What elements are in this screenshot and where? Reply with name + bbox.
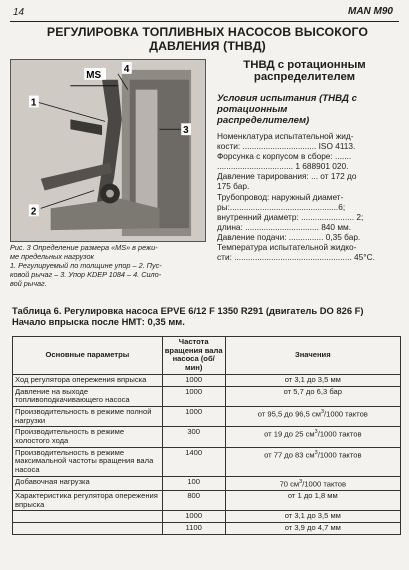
table-body xyxy=(13,374,401,534)
table-title-line: Начало впрыска после НМТ: 0,35 мм. xyxy=(12,316,185,328)
value-text: от 1 до 1,8 мм xyxy=(287,491,338,501)
param-cell: Давление на выходе топливоподкачивающего насоса xyxy=(13,386,163,406)
param-cell xyxy=(13,511,163,523)
param-cell: Производительность в режиме холостого хода xyxy=(13,427,163,447)
param-cell: Производительность в режиме максимальной частоты вращения вала насоса xyxy=(13,447,163,476)
value-cell xyxy=(225,491,400,511)
value-unit-exponent: 3 xyxy=(314,449,318,456)
text-line: Давление тарирования: ... от 172 до xyxy=(217,171,357,182)
value-cell xyxy=(225,476,400,490)
value-unit-text: /1000 тактов xyxy=(302,479,347,489)
speed-cell: 100 xyxy=(162,476,225,490)
header-rule xyxy=(10,21,399,22)
speed-cell: 1000 xyxy=(162,386,225,406)
table-row xyxy=(13,374,401,386)
test-conditions-text xyxy=(209,131,400,262)
table-title xyxy=(12,305,402,327)
value-text: от 5,7 до 6,3 бар xyxy=(283,386,342,396)
section-title-line-1: РЕГУЛИРОВКА ТОПЛИВНЫХ НАСОСОВ ВЫСОКОГО xyxy=(46,25,369,39)
figure-label-1: 1 xyxy=(30,97,37,109)
speed-cell: 1400 xyxy=(162,447,225,476)
figure-label-4: 4 xyxy=(123,63,130,75)
speed-cell: 1000 xyxy=(162,406,225,426)
value-cell xyxy=(225,427,400,447)
section-title xyxy=(18,26,397,53)
value-cell xyxy=(225,511,400,523)
table-header-row xyxy=(13,337,401,375)
caption-line: Рис. 3 Определение размера «MS» в режи- xyxy=(10,243,158,252)
caption-line: ковой рычаг – 3. Упор KDEP 1084 – 4. Сило- xyxy=(10,270,162,279)
table-title-line: Таблица 6. Регулировка насоса EPVE 6/12 F 1350 R291 (двигатель DO 826 F) xyxy=(12,305,364,316)
pump-adjustment-table xyxy=(12,336,401,535)
value-unit-text: /1000 тактов xyxy=(324,409,368,419)
subheading-line: ротационным xyxy=(217,104,288,115)
speed-cell: 1100 xyxy=(162,523,225,535)
text-line: сти: ................................................... 45°С. xyxy=(217,252,375,263)
value-text: от 3,1 до 3,5 мм xyxy=(284,511,341,521)
figure-label-2: 2 xyxy=(30,206,37,218)
table-row xyxy=(13,511,401,523)
column-header-parameters: Основные параметры xyxy=(13,337,163,375)
speed-cell: 800 xyxy=(162,491,225,511)
value-cell xyxy=(225,374,400,386)
pump-figure-drawing xyxy=(11,60,205,241)
text-line: Температура испытательной жидко- xyxy=(217,242,357,253)
table-row xyxy=(13,476,401,490)
value-unit-text: /1000 тактов xyxy=(317,429,362,439)
value-cell xyxy=(225,523,400,535)
caption-line: вой рычаг. xyxy=(10,279,47,288)
param-cell: Производительность в режиме полной нагрузки xyxy=(13,406,163,426)
text-line: внутренний диаметр: ....................... 2; xyxy=(217,211,364,222)
page-number: 14 xyxy=(13,7,25,18)
speed-cell: 1000 xyxy=(162,511,225,523)
column-header-speed: Частота вращения вала насоса (об/мин) xyxy=(162,337,225,375)
pump-figure-photo xyxy=(10,59,206,242)
value-cell xyxy=(225,386,400,406)
caption-line: ме предельных нагрузок xyxy=(10,252,94,261)
param-cell: Ход регулятора опережения впрыска xyxy=(13,374,163,386)
speed-cell: 1000 xyxy=(162,374,225,386)
table-row xyxy=(13,406,401,426)
figure-label-3: 3 xyxy=(183,125,189,137)
param-cell: Добавочная нагрузка xyxy=(13,476,163,490)
value-unit-text: /1000 тактов xyxy=(317,450,362,460)
value-unit-exponent: 3 xyxy=(314,429,318,436)
text-line: Форсунка с корпусом в сборе: ....... xyxy=(217,151,352,162)
value-text: от 77 до 83 см xyxy=(264,450,315,460)
test-conditions-subheading xyxy=(209,93,400,126)
text-line: Давление подачи: ............... 0,35 бар. xyxy=(217,231,361,242)
tnvd-section xyxy=(209,59,400,262)
figure-label-ms: MS xyxy=(86,69,102,81)
tnvd-heading-line: ТНВД с ротационным xyxy=(243,59,366,71)
text-line: Номенклатура испытательной жид- xyxy=(217,131,354,141)
tnvd-heading xyxy=(209,59,400,83)
param-cell: Характеристика регулятора опережения впрыска xyxy=(13,491,163,511)
subheading-line: распределителем) xyxy=(217,115,310,126)
value-text: от 95,5 до 96,5 см xyxy=(257,409,321,419)
speed-cell: 300 xyxy=(162,427,225,447)
value-text: 70 см xyxy=(279,479,300,489)
value-text: от 3,1 до 3,5 мм xyxy=(284,374,341,384)
value-unit-exponent: 3 xyxy=(299,478,303,485)
text-line: ................................. 1 688901 020. xyxy=(217,161,349,172)
table-row xyxy=(13,491,401,511)
caption-line: 1. Регулируемый по толщине упор – 2. Пус- xyxy=(10,261,162,270)
section-title-line-2: ДАВЛЕНИЯ (ТНВД) xyxy=(149,38,266,53)
table-row xyxy=(13,386,401,406)
table-row xyxy=(13,427,401,447)
table-row xyxy=(13,447,401,476)
value-text: от 19 до 25 см xyxy=(264,429,315,439)
value-cell xyxy=(225,406,400,426)
text-line: Трубопровод: наружный диамет- xyxy=(217,191,344,202)
figure-caption xyxy=(10,243,208,288)
subheading-line: Условия испытания (ТНВД с xyxy=(217,93,357,104)
tnvd-heading-line: распределителем xyxy=(253,71,356,83)
table-row xyxy=(13,523,401,535)
text-line: ры:...............................................6; xyxy=(217,201,346,212)
text-line: 175 бар. xyxy=(217,181,250,192)
value-cell xyxy=(225,447,400,476)
text-line: длина: ................................ 840 мм. xyxy=(217,221,352,232)
text-line: кости: ................................ ISO 4113. xyxy=(217,141,356,152)
value-unit-exponent: 3 xyxy=(320,408,325,415)
value-text: от 3,9 до 4,7 мм xyxy=(284,523,341,533)
column-header-values: Значения xyxy=(225,337,400,375)
param-cell xyxy=(13,523,163,535)
running-header-model: MAN M90 xyxy=(347,6,393,17)
